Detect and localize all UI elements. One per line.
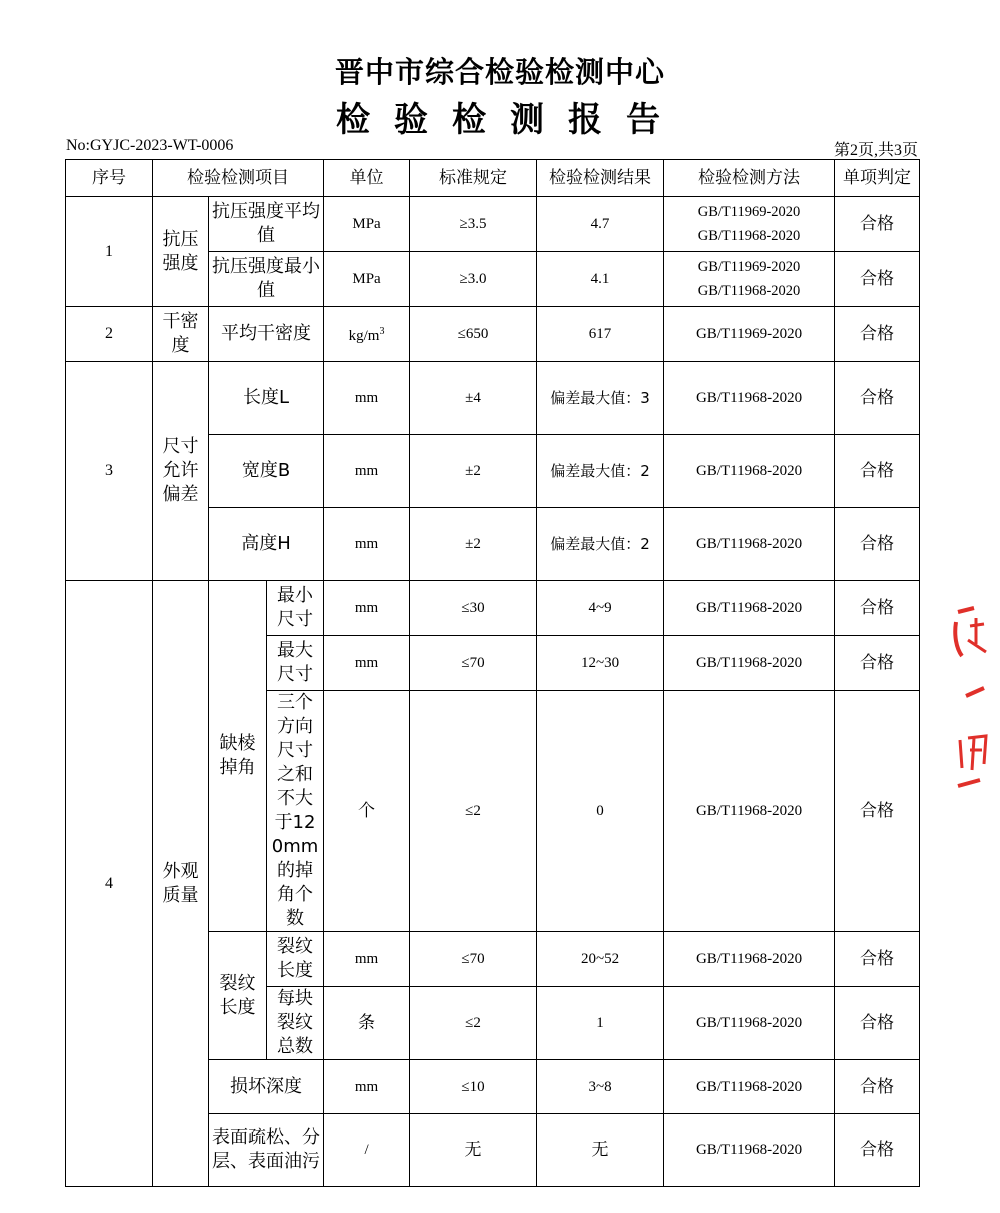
method-cell: GB/T11969-2020: [664, 307, 835, 362]
method-cell: GB/T11968-2020: [664, 362, 835, 435]
standard-cell: ≤650: [410, 307, 537, 362]
unit-cell: 条: [324, 987, 410, 1060]
result-cell: 12~30: [537, 636, 664, 691]
result-cell: 0: [537, 691, 664, 932]
item-cell: 每块裂纹总数: [267, 987, 324, 1060]
verdict-cell: 合格: [835, 1114, 920, 1187]
result-cell: 20~52: [537, 932, 664, 987]
result-cell: 617: [537, 307, 664, 362]
method-cell: GB/T11969-2020 GB/T11968-2020: [664, 252, 835, 307]
result-cell: 4.1: [537, 252, 664, 307]
item-cell: 抗压强度平均值: [209, 197, 324, 252]
verdict-cell: 合格: [835, 1060, 920, 1114]
result-cell: 偏差最大值：3: [537, 362, 664, 435]
unit-cell: mm: [324, 362, 410, 435]
standard-cell: ±4: [410, 362, 537, 435]
item-cell: 表面疏松、分层、表面油污: [209, 1114, 324, 1187]
verdict-cell: 合格: [835, 581, 920, 636]
standard-cell: 无: [410, 1114, 537, 1187]
result-cell: 无: [537, 1114, 664, 1187]
verdict-cell: 合格: [835, 252, 920, 307]
unit-cell: [324, 307, 410, 362]
col-header: 标准规定: [410, 160, 537, 197]
item-cell: 高度H: [209, 508, 324, 581]
unit-cell: MPa: [324, 197, 410, 252]
verdict-cell: 合格: [835, 691, 920, 932]
document-number: No:GYJC-2023-WT-0006: [66, 137, 234, 154]
item-cell: 最大尺寸: [267, 636, 324, 691]
result-cell: 4.7: [537, 197, 664, 252]
method-cell: GB/T11968-2020: [664, 987, 835, 1060]
item-cell: 最小尺寸: [267, 581, 324, 636]
unit-cell: MPa: [324, 252, 410, 307]
result-cell: 偏差最大值：2: [537, 435, 664, 508]
verdict-cell: 合格: [835, 508, 920, 581]
serial-number: 1: [66, 197, 153, 307]
result-cell: 偏差最大值：2: [537, 508, 664, 581]
header-row: [66, 160, 920, 197]
col-header: 检验检测结果: [537, 160, 664, 197]
standard-cell: ±2: [410, 508, 537, 581]
col-header: 单位: [324, 160, 410, 197]
standard-cell: ≥3.5: [410, 197, 537, 252]
standard-cell: ≤70: [410, 932, 537, 987]
standard-cell: ≤2: [410, 691, 537, 932]
category-cell: 抗压强度: [153, 197, 209, 307]
item-cell: 抗压强度最小值: [209, 252, 324, 307]
serial-number: 2: [66, 307, 153, 362]
method-cell: GB/T11968-2020: [664, 636, 835, 691]
unit-cell: mm: [324, 1060, 410, 1114]
standard-cell: ≤10: [410, 1060, 537, 1114]
standard-cell: ≤70: [410, 636, 537, 691]
method-cell: GB/T11968-2020: [664, 581, 835, 636]
unit-cell: mm: [324, 932, 410, 987]
unit-cell: mm: [324, 508, 410, 581]
unit-superscript: 3: [379, 326, 385, 337]
item-cell: 宽度B: [209, 435, 324, 508]
serial-number: 3: [66, 362, 153, 581]
result-cell: 4~9: [537, 581, 664, 636]
verdict-cell: 合格: [835, 636, 920, 691]
unit-cell: 个: [324, 691, 410, 932]
page-indicator: 第2页,共3页: [833, 142, 918, 159]
standard-cell: ≤2: [410, 987, 537, 1060]
verdict-cell: 合格: [835, 435, 920, 508]
report-title: 检验检测报告: [336, 100, 684, 140]
table-row: [66, 362, 920, 435]
col-header: 检验检测方法: [664, 160, 835, 197]
subcategory-cell: 裂纹长度: [209, 932, 267, 1060]
verdict-cell: 合格: [835, 307, 920, 362]
method-cell: GB/T11968-2020: [664, 435, 835, 508]
item-cell: 平均干密度: [209, 307, 324, 362]
table-row: [66, 581, 920, 636]
report-table: [65, 159, 920, 1187]
serial-number: 4: [66, 581, 153, 1187]
standard-cell: ±2: [410, 435, 537, 508]
method-cell: GB/T11969-2020 GB/T11968-2020: [664, 197, 835, 252]
subcategory-cell: 缺棱掉角: [209, 581, 267, 932]
verdict-cell: 合格: [835, 362, 920, 435]
item-cell: 三个方向尺寸之和不大于120mm的掉角个数: [267, 691, 324, 932]
unit-cell: /: [324, 1114, 410, 1187]
verdict-cell: 合格: [835, 932, 920, 987]
verdict-cell: 合格: [835, 197, 920, 252]
unit-cell: mm: [324, 435, 410, 508]
seal-stamp: [940, 600, 1000, 800]
method-cell: GB/T11968-2020: [664, 1114, 835, 1187]
standard-cell: ≤30: [410, 581, 537, 636]
verdict-cell: 合格: [835, 987, 920, 1060]
method-cell: GB/T11968-2020: [664, 508, 835, 581]
category-cell: 干密度: [153, 307, 209, 362]
method-cell: GB/T11968-2020: [664, 1060, 835, 1114]
item-cell: 长度L: [209, 362, 324, 435]
table-row: [66, 197, 920, 252]
col-header: 序号: [66, 160, 153, 197]
col-header: 检验检测项目: [153, 160, 324, 197]
unit-cell: mm: [324, 636, 410, 691]
category-cell: 尺寸允许偏差: [153, 362, 209, 581]
standard-cell: ≥3.0: [410, 252, 537, 307]
col-header: 单项判定: [835, 160, 920, 197]
item-cell: 裂纹长度: [267, 932, 324, 987]
method-cell: GB/T11968-2020: [664, 691, 835, 932]
category-cell: 外观质量: [153, 581, 209, 1187]
unit-cell: mm: [324, 581, 410, 636]
item-cell: 损坏深度: [209, 1060, 324, 1114]
org-name: 晋中市综合检验检测中心: [334, 55, 665, 89]
method-cell: GB/T11968-2020: [664, 932, 835, 987]
result-cell: 1: [537, 987, 664, 1060]
table-row: [66, 307, 920, 362]
unit-text: kg/m: [348, 328, 380, 344]
result-cell: 3~8: [537, 1060, 664, 1114]
